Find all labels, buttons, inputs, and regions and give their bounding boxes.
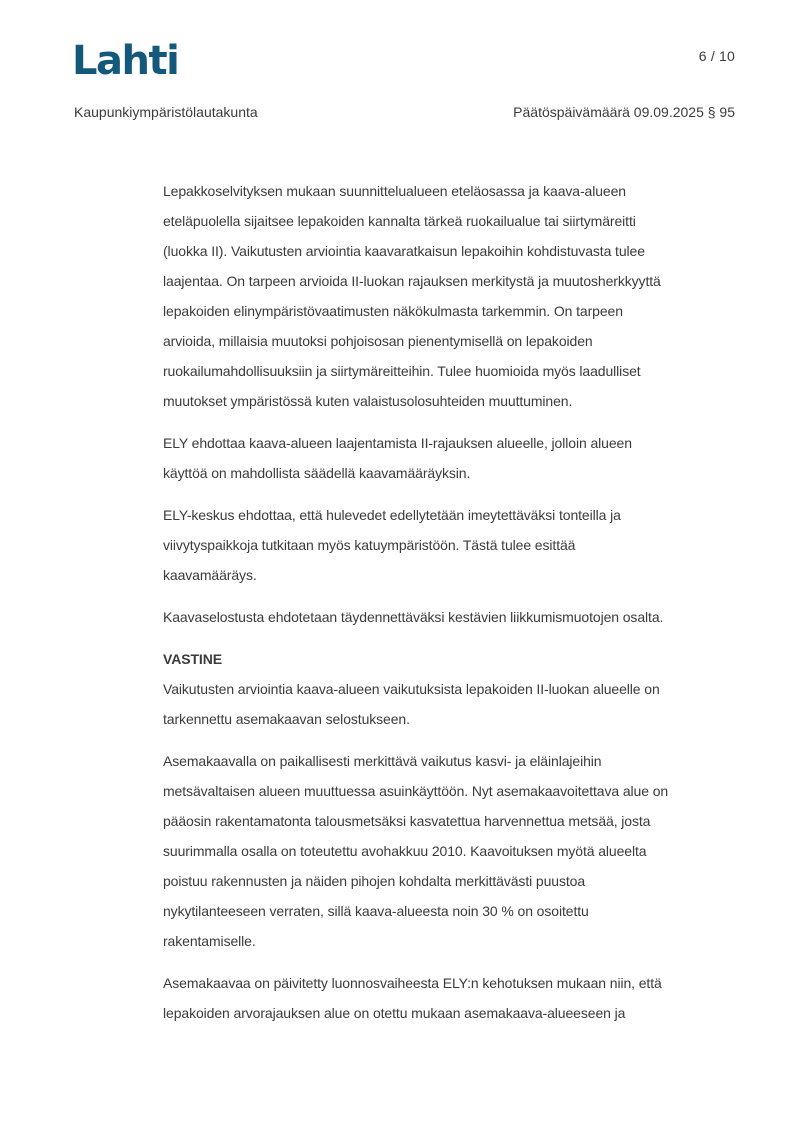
document-header: [74, 104, 735, 120]
text-line: lepakoiden elinympäristövaatimusten näkökulmasta tarkemmin. On tarpeen: [163, 303, 623, 319]
paragraph: [163, 176, 768, 416]
page-number: 6 / 10: [698, 48, 735, 64]
section-heading: [163, 644, 768, 674]
text-line: (luokka II). Vaikutusten arviointia kaavaratkaisun lepakoihin kohdistuvasta tulee: [163, 243, 645, 259]
header-decision-date: Päätöspäivämäärä 09.09.2025 § 95: [513, 104, 735, 120]
text-line: Kaavaselostusta ehdotetaan täydennettäväksi kestävien liikkumismuotojen osalta.: [163, 609, 664, 625]
paragraph: [163, 602, 768, 632]
text-line: rakentamiselle.: [163, 933, 256, 949]
text-line: Asemakaavalla on paikallisesti merkittävä vaikutus kasvi- ja eläinlajeihin: [163, 753, 602, 769]
document-body: [163, 176, 768, 1040]
text-line: käyttöä on mahdollista säädellä kaavamääräyksin.: [163, 465, 471, 481]
text-line: suurimmalla osalla on toteutettu avohakkuu 2010. Kaavoituksen myötä alueelta: [163, 843, 647, 859]
text-line: ELY-keskus ehdottaa, että hulevedet edellytetään imeytettäväksi tonteilla ja: [163, 507, 621, 523]
text-line: poistuu rakennusten ja näiden pihojen kohdalta merkittävästi puustoa: [163, 873, 586, 889]
paragraph: [163, 500, 768, 590]
text-line: metsävaltaisen alueen muuttuessa asuinkäyttöön. Nyt asemakaavoitettava alue on: [163, 783, 669, 799]
paragraph: [163, 428, 768, 488]
paragraph: [163, 674, 768, 734]
text-line: viivytyspaikkoja tutkitaan myös katuympäristöön. Tästä tulee esittää: [163, 537, 576, 553]
paragraph: [163, 968, 768, 1028]
text-line: ELY ehdottaa kaava-alueen laajentamista II-rajauksen alueelle, jolloin alueen: [163, 435, 632, 451]
lahti-logo: Lahti: [72, 38, 179, 84]
text-line: ruokailumahdollisuuksiin ja siirtymäreitteihin. Tulee huomioida myös laadulliset: [163, 363, 641, 379]
text-line: Vaikutusten arviointia kaava-alueen vaikutuksista lepakoiden II-luokan alueelle on: [163, 681, 660, 697]
text-line: lepakoiden arvorajauksen alue on otettu mukaan asemakaava-alueeseen ja: [163, 1005, 626, 1021]
text-line: VASTINE: [163, 651, 222, 667]
text-line: laajentaa. On tarpeen arvioida II-luokan rajauksen merkitystä ja muutosherkkyyttä: [163, 273, 661, 289]
text-line: pääosin rakentamatonta talousmetsäksi kasvatettua harvennettua metsää, josta: [163, 813, 651, 829]
paragraph: [163, 746, 768, 956]
text-line: tarkennettu asemakaavan selostukseen.: [163, 711, 410, 727]
text-line: Lepakkoselvityksen mukaan suunnittelualueen eteläosassa ja kaava-alueen: [163, 183, 626, 199]
text-line: nykytilanteeseen verraten, sillä kaava-alueesta noin 30 % on osoitettu: [163, 903, 589, 919]
text-line: arvioida, millaisia muutoksi pohjoisosan pienentymisellä on lepakoiden: [163, 333, 593, 349]
text-line: muutokset ympäristössä kuten valaistusolosuhteiden muuttuminen.: [163, 393, 573, 409]
text-line: eteläpuolella sijaitsee lepakoiden kannalta tärkeä ruokailualue tai siirtymäreitti: [163, 213, 636, 229]
header-committee-name: Kaupunkiympäristölautakunta: [74, 104, 258, 120]
text-line: kaavamääräys.: [163, 567, 257, 583]
text-line: Asemakaavaa on päivitetty luonnosvaiheesta ELY:n kehotuksen mukaan niin, että: [163, 975, 662, 991]
